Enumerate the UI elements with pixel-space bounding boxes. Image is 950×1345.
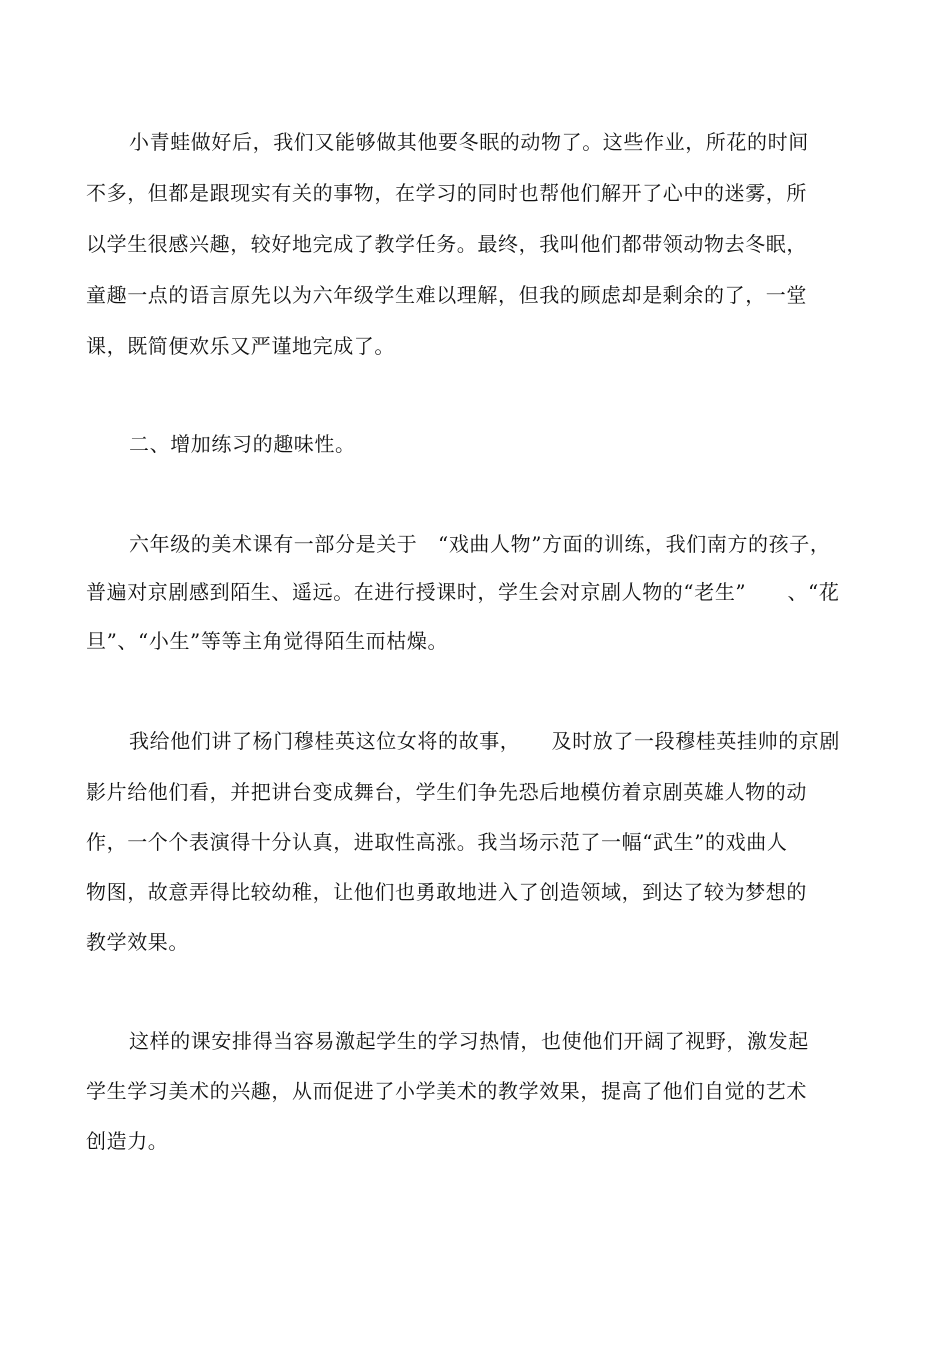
paragraph-3-line-3: 作，一个个表演得十分认真，进取性高涨。我当场示范了一幅“武生”的戏曲人 <box>86 830 788 854</box>
paragraph-1-line-3: 以学生很感兴趣，较好地完成了教学任务。最终，我叫他们都带领动物去冬眠， <box>86 232 807 256</box>
paragraph-1-line-2: 不多，但都是跟现实有关的事物，在学习的同时也帮他们解开了心中的迷雾，所 <box>86 181 807 205</box>
section-heading-text: 二、增加练习的趣味性。 <box>129 432 356 456</box>
paragraph-2-line-1: 六年级的美术课有一部分是关于 “戏曲人物”方面的训练，我们南方的孩子， <box>129 532 831 556</box>
paragraph-1-line-4: 童趣一点的语言原先以为六年级学生难以理解，但我的顾虑却是剩余的了，一堂 <box>86 283 807 307</box>
paragraph-1-line-1: 小青蛙做好后，我们又能够做其他要冬眠的动物了。这些作业，所花的时间 <box>129 130 809 154</box>
paragraph-4-line-1: 这样的课安排得当容易激起学生的学习热情，也使他们开阔了视野，激发起 <box>129 1029 809 1053</box>
paragraph-2-line-3: 旦”、“小生”等等主角觉得陌生而枯燥。 <box>86 629 449 653</box>
paragraph-3-line-2: 影片给他们看，并把讲台变成舞台，学生们争先恐后地模仿着京剧英雄人物的动 <box>86 780 807 804</box>
paragraph-3-line-1: 我给他们讲了杨门穆桂英这位女将的故事， 及时放了一段穆桂英挂帅的京剧 <box>129 729 840 753</box>
paragraph-2-line-2: 普遍对京剧感到陌生、遥远。在进行授课时，学生会对京剧人物的“老生” 、“花 <box>86 580 840 604</box>
paragraph-4-line-3: 创造力。 <box>86 1129 169 1153</box>
paragraph-3-line-5: 教学效果。 <box>86 930 189 954</box>
paragraph-1-line-5: 课，既简便欢乐又严谨地完成了。 <box>86 334 395 358</box>
paragraph-3-line-4: 物图，故意弄得比较幼稚，让他们也勇敢地进入了创造领域，到达了较为梦想的 <box>86 880 807 904</box>
paragraph-4-line-2: 学生学习美术的兴趣，从而促进了小学美术的教学效果，提高了他们自觉的艺术 <box>86 1079 807 1103</box>
